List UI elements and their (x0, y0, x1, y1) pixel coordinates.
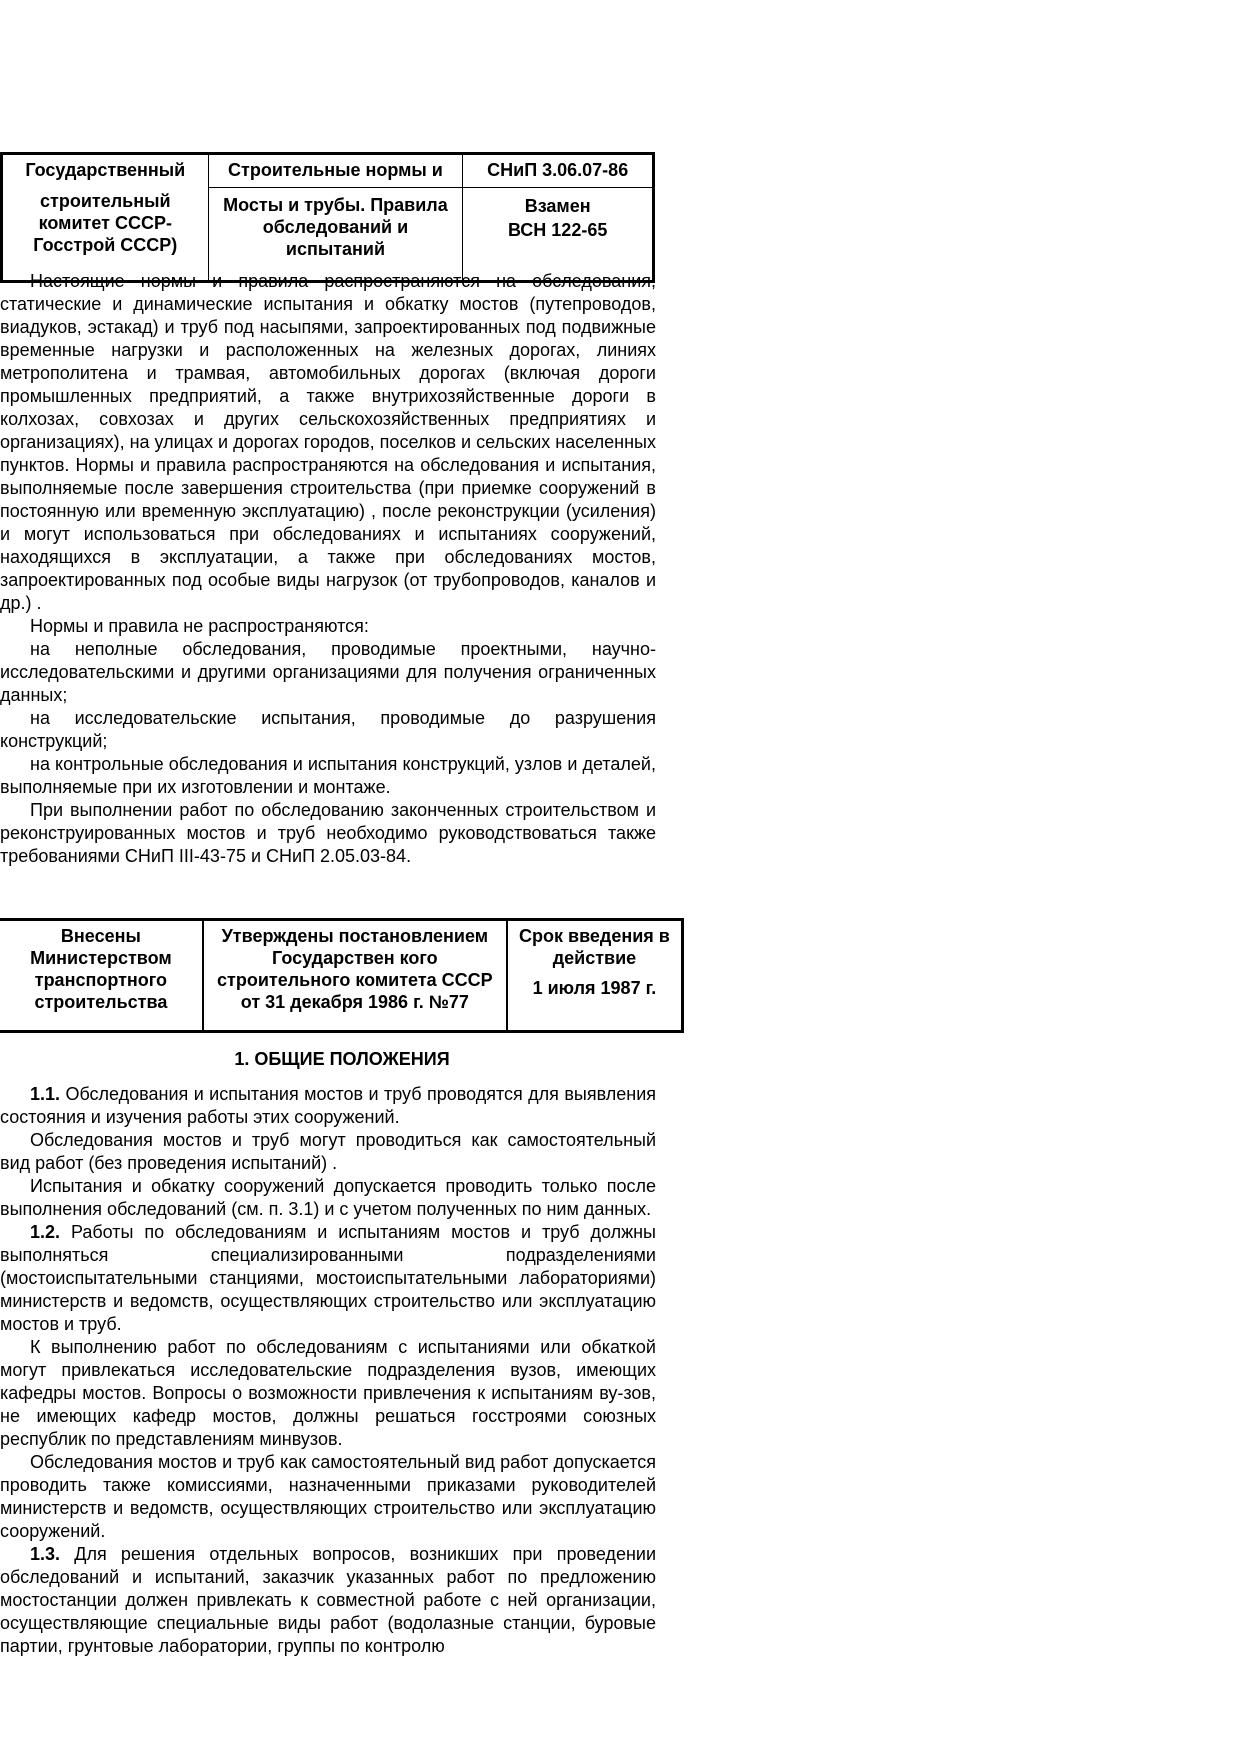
section-paragraph: К выполнению работ по обследованиям с испытаниями или обкаткой могут привлекаться исследовательские подразделения вузов, имеющих кафедры мостов. Вопросы о возможности привлечения к испытаниям ву-зов, не имеющих кафедр мостов, должны решаться госстроями союзных республик по представлениям минвузов. (0, 1337, 656, 1449)
submitted-by-text: Внесены Министерством транспортного строительства (30, 926, 172, 1012)
clause-text: Работы по обследованиям и испытаниям мостов и труб должны выполняться специализированными подразделениями (мостоиспытательными станциями, мостоиспытательными лабораториями) министерств и ведомств, осуществляющих строительство или эксплуатацию мостов и труб. (0, 1222, 656, 1334)
approval-cell-submitted (0, 920, 203, 1032)
replaces-code: ВСН 122-65 (507, 220, 608, 240)
section-paragraph (0, 1083, 656, 1129)
approval-cell-approved (203, 920, 507, 1032)
clause-number: 1.3. (30, 1544, 61, 1564)
document-title: Мосты и трубы. Правила обследований и испытаний (223, 195, 448, 259)
intro-paragraph: на неполные обследования, проводимые проектными, научно-исследовательскими и другими организациями для получения ограниченных данных; (0, 639, 656, 705)
section-text (0, 1083, 656, 1658)
intro-paragraph: на контрольные обследования и испытания конструкций, узлов и деталей, выполняемые при их изготовлении и монтаже. (0, 754, 656, 797)
effective-label: Срок введения в действие (519, 926, 670, 968)
section-paragraph (0, 1221, 656, 1336)
approval-cell-effective (507, 920, 683, 1032)
clause-text: Обследования и испытания мостов и труб проводятся для выявления состояния и изучения работы этих сооружений. (0, 1084, 656, 1127)
clause-text: Для решения отдельных вопросов, возникших при проведении обследований и испытаний, заказчик указанных работ по предложению мостостанции должен привлекать к совместной работе с ней организации, осуществляющие специальные виды работ (водолазные станции, буровые партии, грунтовые лаборатории, группы по контролю (0, 1544, 656, 1656)
section-paragraph (0, 1543, 656, 1658)
replaces-label: Взамен (524, 196, 591, 216)
header-committee-text: строительный комитет СССР- Госстрой СССР) (33, 190, 178, 255)
section-paragraph: Обследования мостов и труб могут проводиться как самостоятельный вид работ (без проведения испытаний) . (0, 1130, 656, 1173)
approval-table (0, 918, 684, 1033)
header-cell-snip-code: СНиП 3.06.07-86 (463, 154, 654, 188)
header-cell-committee-line1: Государственный (2, 154, 209, 188)
header-cell-committee-line2 (2, 188, 209, 282)
intro-paragraph: на исследовательские испытания, проводимые до разрушения конструкций; (0, 708, 656, 751)
section-title: 1. ОБЩИЕ ПОЛОЖЕНИЯ (234, 1049, 450, 1069)
header-cell-document-title (208, 188, 463, 282)
effective-date: 1 июля 1987 г. (532, 978, 657, 998)
clause-number: 1.2. (30, 1222, 61, 1242)
header-cell-norms-line1: Строительные нормы и (208, 154, 463, 188)
header-table (0, 152, 655, 283)
clause-number: 1.1. (30, 1084, 61, 1104)
intro-paragraph: При выполнении работ по обследованию законченных строительством и реконструированных мостов и труб необходимо руководствоваться также требованиями СНиП III-43-75 и СНиП 2.05.03-84. (0, 800, 656, 866)
intro-paragraph: Настоящие нормы и правила распространяются на обследования, статические и динамические испытания и обкатку мостов (путепроводов, виадуков, эстакад) и труб под насыпями, запроектированных под подвижные временные нагрузки и расположенных на железных дорогах, линиях метрополитена и трамвая, автомобильных дорогах (включая дороги промышленных предприятий, а также внутрихозяйственные дороги в колхозах, совхозах и других сельскохозяйственных предприятиях и организациях), на улицах и дорогах городов, поселков и сельских населенных пунктов. Нормы и правила распространяются на обследования и испытания, выполняемые после завершения строительства (при приемке сооружений в постоянную или временную эксплуатацию) , после реконструкции (усиления) и могут использоваться при обследованиях и испытаниях сооружений, находящихся в эксплуатации, а также при обследованиях мостов, запроектированных под особые виды нагрузок (от трубопроводов, каналов и др.) . (0, 271, 656, 613)
intro-text (0, 270, 656, 868)
section-paragraph: Обследования мостов и труб как самостоятельный вид работ допускается проводить также комиссиями, назначенными приказами руководителей министерств и ведомств, осуществляющих строительство или эксплуатацию сооружений. (0, 1452, 656, 1541)
header-cell-replaces (463, 188, 654, 282)
intro-paragraph: Нормы и правила не распространяются: (30, 616, 369, 636)
approved-by-text: Утверждены постановлением Государствен кого строительного комитета СССР от 31 декабря 1986 г. №77 (217, 926, 493, 1012)
section-paragraph: Испытания и обкатку сооружений допускается проводить только после выполнения обследований (см. п. 3.1) и с учетом полученных по ним данных. (0, 1176, 656, 1219)
